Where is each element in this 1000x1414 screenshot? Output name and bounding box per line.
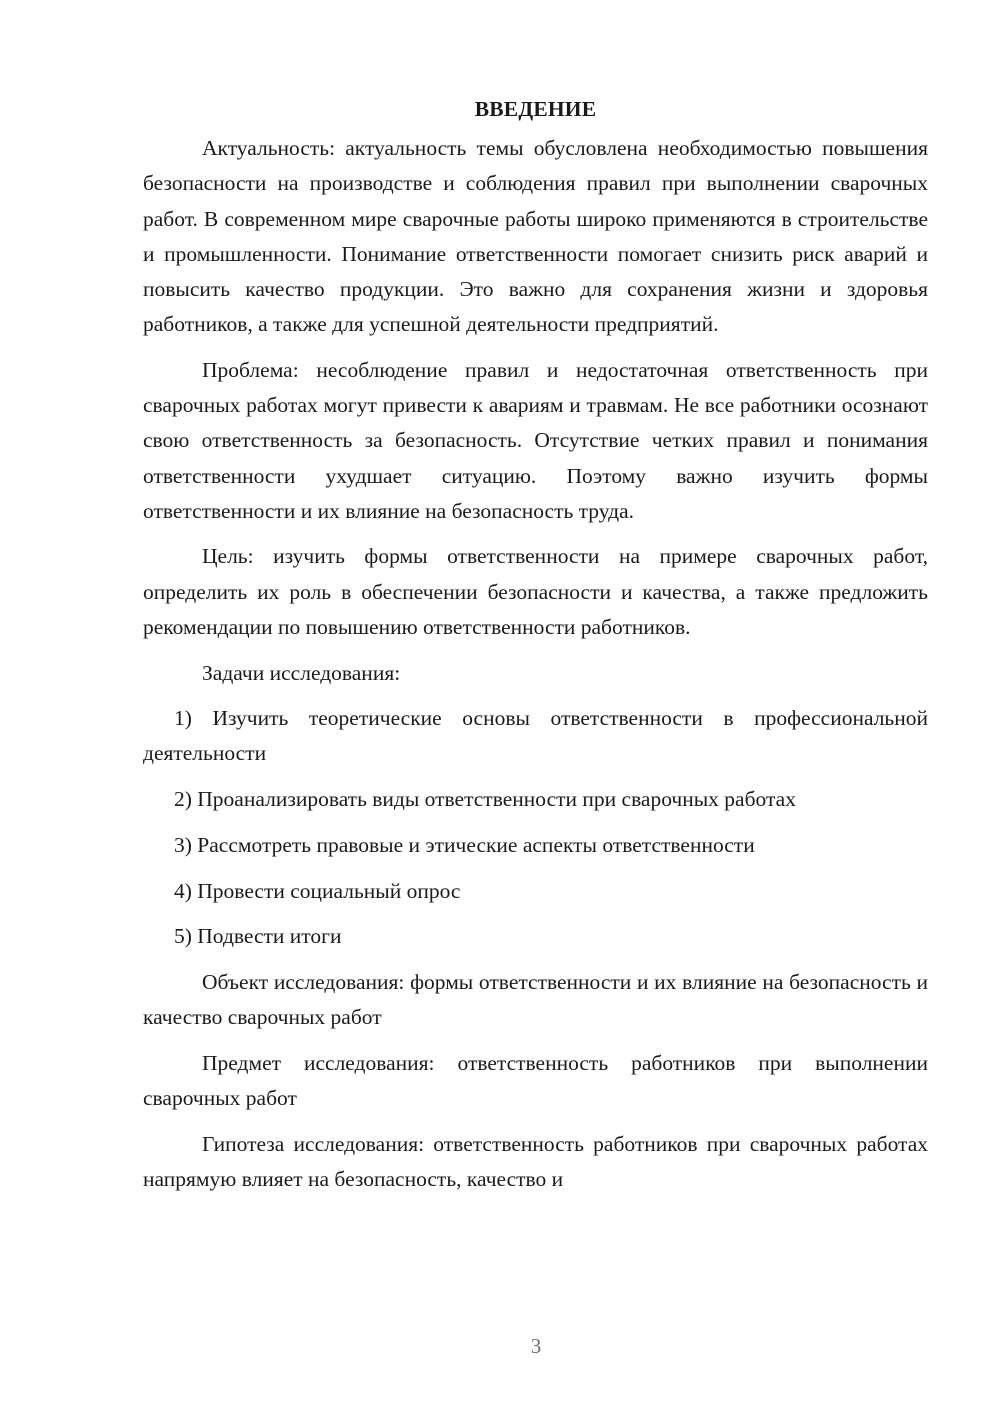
task-item-4: 4) Провести социальный опрос [174,878,461,903]
paragraph-tasks-heading: Задачи исследования: [202,660,401,685]
paragraph-relevance: Актуальность: актуальность темы обусловлена необходимостью повышения безопасности на производстве и соблюдения правил при выполнении сварочных работ. В современном мире сварочные работы широко применяются в строительстве и промышленности. Понимание ответственности помогает снизить риск аварий и повысить качество продукции. Это важно для сохранения жизни и здоровья работников, а также для успешной деятельности предприятий. [143,136,928,337]
task-item-5: 5) Подвести итоги [174,924,342,949]
page-number: 3 [530,1334,542,1358]
paragraph-hypothesis: Гипотеза исследования: ответственность работников при сварочных работах напрямую влияет на безопасность, качество и [143,1131,928,1191]
paragraph-subject: Предмет исследования: ответственность работников при выполнении сварочных работ [143,1050,928,1111]
task-item-3: 3) Рассмотреть правовые и этические аспекты ответственности [174,832,755,857]
task-item-1: 1) Изучить теоретические основы ответственности в профессиональной деятельности [143,706,928,766]
paragraph-problem: Проблема: несоблюдение правил и недостаточная ответственность при сварочных работах могут привести к авариям и травмам. Не все работники осознают свою ответственность за безопасность. Отсутствие четких правил и понимания ответственности ухудшает ситуацию. Поэтому важно изучить формы ответственности и их влияние на безопасность труда. [143,357,928,523]
paragraph-object: Объект исследования: формы ответственности и их влияние на безопасность и качество сварочных работ [143,969,928,1030]
document-page [143,92,928,1208]
page-title: ВВЕДЕНИЕ [474,97,597,121]
paragraph-goal: Цель: изучить формы ответственности на примере сварочных работ, определить их роль в обеспечении безопасности и качества, а также предложить рекомендации по повышению ответственности работников. [143,544,928,639]
task-item-2: 2) Проанализировать виды ответственности при сварочных работах [174,787,796,812]
